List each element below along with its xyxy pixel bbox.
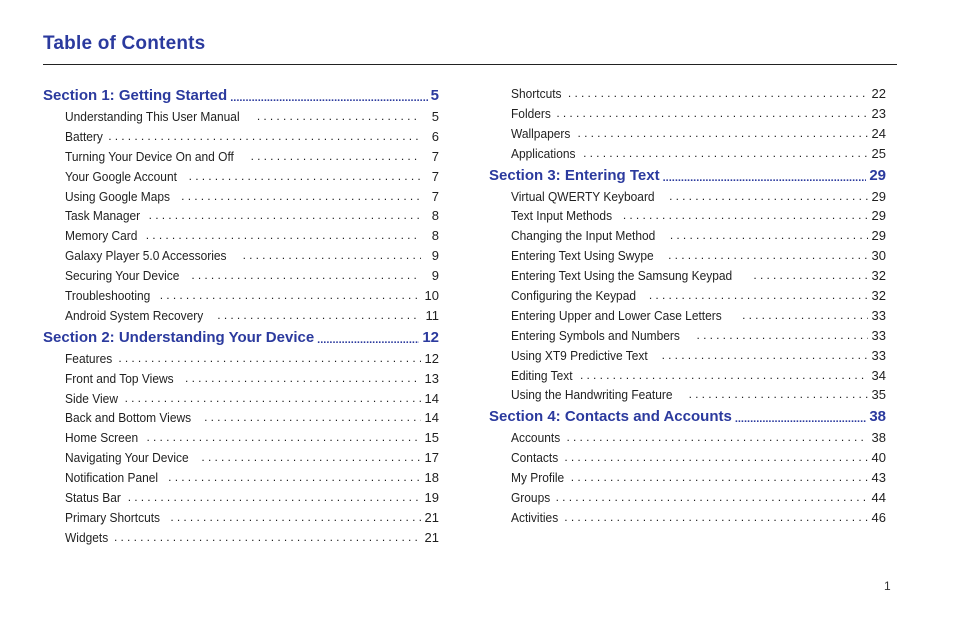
dot-leader xyxy=(556,104,867,124)
entry-page-number: 7 xyxy=(431,148,439,164)
toc-entry[interactable] xyxy=(43,528,439,548)
toc-entry[interactable] xyxy=(489,366,886,386)
entry-page-number: 7 xyxy=(431,188,439,204)
entry-label: Contacts xyxy=(511,450,559,466)
entry-page-number: 22 xyxy=(871,85,886,101)
dot-leader xyxy=(580,366,868,386)
toc-entry[interactable] xyxy=(489,448,886,468)
dot-leader xyxy=(623,206,868,226)
entry-label: Accounts xyxy=(511,430,561,446)
section-title: Section 2: Understanding Your Device xyxy=(43,328,315,346)
dot-leader xyxy=(160,286,421,306)
entry-page-number: 32 xyxy=(871,268,886,284)
entry-label: Understanding This User Manual xyxy=(65,108,240,124)
toc-entry[interactable] xyxy=(43,448,439,468)
toc-entry[interactable] xyxy=(43,107,439,127)
entry-label: Wallpapers xyxy=(511,125,571,141)
entry-label: Primary Shortcuts xyxy=(65,509,161,525)
dot-leader xyxy=(201,448,420,468)
entry-label: Troubleshooting xyxy=(65,288,151,303)
dot-leader xyxy=(243,246,421,266)
entry-page-number: 9 xyxy=(431,268,439,284)
dot-leader xyxy=(128,488,421,508)
dot-leader xyxy=(118,349,420,369)
entry-label: Widgets xyxy=(65,529,109,545)
entry-label: Shortcuts xyxy=(511,85,562,101)
dot-leader xyxy=(317,331,419,349)
dot-leader xyxy=(670,226,868,246)
entry-label: Securing Your Device xyxy=(65,268,180,284)
toc-entry[interactable] xyxy=(489,428,886,448)
dot-leader xyxy=(669,187,867,207)
entry-page-number: 6 xyxy=(431,128,439,144)
entry-label: Front and Top Views xyxy=(65,370,174,386)
toc-section-heading[interactable] xyxy=(43,84,439,107)
dot-leader xyxy=(146,428,420,448)
entry-label: Changing the Input Method xyxy=(511,228,656,244)
section-page-number: 38 xyxy=(869,408,886,426)
entry-page-number: 8 xyxy=(431,208,439,224)
dot-leader xyxy=(204,408,420,428)
dot-leader xyxy=(217,306,421,326)
toc-entry[interactable] xyxy=(489,346,886,366)
toc-entry[interactable] xyxy=(489,124,886,144)
toc-entry[interactable] xyxy=(489,104,886,124)
toc-entry[interactable] xyxy=(489,326,886,346)
entry-page-number: 38 xyxy=(871,430,886,446)
toc-entry[interactable] xyxy=(43,226,439,246)
dot-leader xyxy=(181,187,421,207)
toc-entry[interactable] xyxy=(489,226,886,246)
entry-page-number: 14 xyxy=(424,410,439,426)
entry-label: Using XT9 Predictive Text xyxy=(511,347,648,363)
section-title: Section 4: Contacts and Accounts xyxy=(489,408,732,426)
toc-entry[interactable] xyxy=(43,468,439,488)
entry-page-number: 33 xyxy=(871,307,886,323)
dot-leader xyxy=(125,389,421,409)
toc-entry[interactable] xyxy=(43,266,439,286)
entry-label: Using Google Maps xyxy=(65,188,171,204)
entry-page-number: 34 xyxy=(871,367,886,383)
entry-label: Using the Handwriting Feature xyxy=(511,387,673,403)
entry-label: Turning Your Device On and Off xyxy=(65,148,234,164)
dot-leader xyxy=(189,167,421,187)
entry-label: Entering Text Using Swype xyxy=(511,248,654,264)
entry-page-number: 25 xyxy=(871,145,886,161)
dot-leader xyxy=(663,169,867,187)
toc-entry[interactable] xyxy=(489,508,886,528)
entry-label: Activities xyxy=(511,509,559,525)
section-page-number: 12 xyxy=(422,328,439,346)
entry-page-number: 5 xyxy=(431,108,439,124)
entry-page-number: 44 xyxy=(871,490,886,506)
entry-label: Memory Card xyxy=(65,228,138,244)
entry-page-number: 15 xyxy=(424,430,439,446)
toc-entry[interactable] xyxy=(43,286,439,306)
entry-label: Status Bar xyxy=(65,490,121,506)
entry-label: Features xyxy=(65,350,113,366)
entry-label: Configuring the Keypad xyxy=(511,288,637,303)
toc-entry[interactable] xyxy=(489,385,886,405)
dot-leader xyxy=(735,410,867,428)
entry-label: Applications xyxy=(511,145,576,161)
entry-page-number: 29 xyxy=(871,208,886,224)
entry-label: Entering Upper and Lower Case Letters xyxy=(511,307,722,323)
dot-leader xyxy=(564,508,867,528)
toc-entry[interactable] xyxy=(43,306,439,326)
toc-entry[interactable] xyxy=(43,147,439,167)
entry-page-number: 24 xyxy=(871,125,886,141)
dot-leader xyxy=(742,306,867,326)
entry-page-number: 13 xyxy=(424,370,439,386)
entry-page-number: 40 xyxy=(871,450,886,466)
dot-leader xyxy=(185,369,420,389)
toc-entry[interactable] xyxy=(43,167,439,187)
entry-label: Side View xyxy=(65,390,118,406)
toc-entry[interactable] xyxy=(43,246,439,266)
entry-page-number: 43 xyxy=(871,470,886,486)
toc-entry[interactable] xyxy=(489,286,886,306)
entry-label: Notification Panel xyxy=(65,470,159,486)
entry-label: Groups xyxy=(511,490,551,506)
dot-leader xyxy=(668,246,867,266)
dot-leader xyxy=(251,147,421,167)
toc-entry[interactable] xyxy=(489,144,886,164)
dot-leader xyxy=(649,286,868,306)
entry-page-number: 32 xyxy=(871,288,886,303)
toc-entry[interactable] xyxy=(489,306,886,326)
toc-entry[interactable] xyxy=(489,84,886,104)
toc-entry[interactable] xyxy=(489,246,886,266)
entry-label: Android System Recovery xyxy=(65,307,204,323)
entry-page-number: 21 xyxy=(424,529,439,545)
dot-leader xyxy=(108,127,421,147)
toc-section-heading[interactable] xyxy=(489,405,886,428)
entry-page-number: 46 xyxy=(871,509,886,525)
dot-leader xyxy=(568,84,868,104)
entry-page-number: 9 xyxy=(431,248,439,264)
section-page-number: 5 xyxy=(430,87,439,104)
dot-leader xyxy=(191,266,421,286)
toc-entry[interactable] xyxy=(489,468,886,488)
entry-label: Entering Text Using the Samsung Keypad xyxy=(511,268,733,284)
toc-right-column xyxy=(489,84,886,528)
toc-entry[interactable] xyxy=(43,187,439,207)
entry-label: Text Input Methods xyxy=(511,208,613,224)
dot-leader xyxy=(578,124,868,144)
dot-leader xyxy=(230,89,427,107)
toc-section-heading[interactable] xyxy=(489,164,886,187)
entry-label: Navigating Your Device xyxy=(65,450,189,466)
toc-entry[interactable] xyxy=(489,206,886,226)
entry-page-number: 10 xyxy=(424,288,439,303)
entry-page-number: 29 xyxy=(871,228,886,244)
entry-label: Editing Text xyxy=(511,367,573,383)
dot-leader xyxy=(257,107,421,127)
dot-leader xyxy=(689,385,868,405)
entry-page-number: 19 xyxy=(424,490,439,506)
dot-leader xyxy=(564,448,867,468)
toc-entry[interactable] xyxy=(43,508,439,528)
dot-leader xyxy=(662,346,868,366)
entry-label: Virtual QWERTY Keyboard xyxy=(511,188,655,204)
entry-label: Folders xyxy=(511,105,551,121)
dot-leader xyxy=(583,144,867,164)
toc-entry[interactable] xyxy=(489,266,886,286)
entry-page-number: 18 xyxy=(424,470,439,486)
entry-label: Galaxy Player 5.0 Accessories xyxy=(65,248,227,264)
dot-leader xyxy=(571,468,868,488)
title-divider xyxy=(43,64,897,65)
entry-page-number: 11 xyxy=(425,307,439,323)
entry-page-number: 23 xyxy=(871,105,886,121)
dot-leader xyxy=(168,468,420,488)
entry-page-number: 33 xyxy=(871,327,886,343)
toc-section-heading[interactable] xyxy=(43,326,439,349)
toc-entry[interactable] xyxy=(489,187,886,207)
dot-leader xyxy=(149,206,421,226)
toc-entry[interactable] xyxy=(43,349,439,369)
entry-label: Entering Symbols and Numbers xyxy=(511,327,680,343)
dot-leader xyxy=(566,428,867,448)
entry-page-number: 29 xyxy=(871,188,886,204)
entry-page-number: 14 xyxy=(424,390,439,406)
entry-page-number: 30 xyxy=(871,248,886,264)
dot-leader xyxy=(753,266,867,286)
section-title: Section 3: Entering Text xyxy=(489,166,660,184)
toc-entry[interactable] xyxy=(43,369,439,389)
entry-label: Task Manager xyxy=(65,208,141,224)
entry-label: My Profile xyxy=(511,470,565,486)
dot-leader xyxy=(146,226,421,246)
dot-leader xyxy=(556,488,868,508)
entry-label: Back and Bottom Views xyxy=(65,410,192,426)
entry-label: Battery xyxy=(65,128,103,144)
toc-entry[interactable] xyxy=(43,206,439,226)
entry-page-number: 12 xyxy=(424,350,439,366)
section-title: Section 1: Getting Started xyxy=(43,87,228,104)
entry-page-number: 33 xyxy=(871,347,886,363)
entry-page-number: 17 xyxy=(424,450,439,466)
dot-leader xyxy=(114,528,421,548)
entry-page-number: 7 xyxy=(431,168,439,184)
section-page-number: 29 xyxy=(869,166,886,184)
toc-entry[interactable] xyxy=(489,488,886,508)
dot-leader xyxy=(697,326,868,346)
toc-left-column xyxy=(43,84,439,548)
toc-entry[interactable] xyxy=(43,428,439,448)
toc-entry[interactable] xyxy=(43,408,439,428)
toc-entry[interactable] xyxy=(43,127,439,147)
toc-entry[interactable] xyxy=(43,389,439,409)
page-number: 1 xyxy=(884,579,891,593)
page-title: Table of Contents xyxy=(43,33,206,54)
toc-entry[interactable] xyxy=(43,488,439,508)
entry-label: Your Google Account xyxy=(65,168,177,184)
entry-page-number: 8 xyxy=(431,228,439,244)
entry-page-number: 21 xyxy=(424,509,439,525)
dot-leader xyxy=(170,508,420,528)
entry-page-number: 35 xyxy=(871,387,886,403)
entry-label: Home Screen xyxy=(65,430,139,446)
